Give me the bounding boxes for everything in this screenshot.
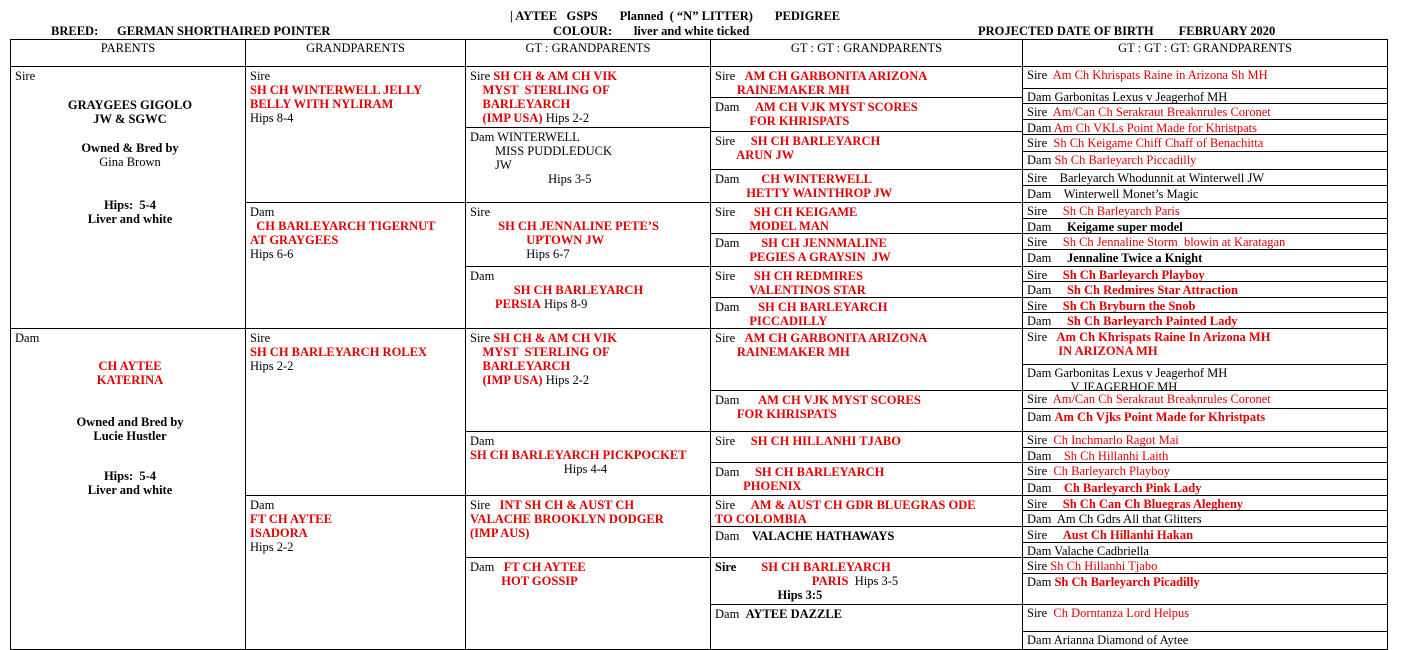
gtgtgt-name: Sh Ch Barleyarch Picadilly [1054,575,1200,589]
grandparent-ds-label: Sire [250,331,271,345]
gtgt-label: Sire [715,434,751,448]
gtgtgt-name: Winterwell Monet’s Magic [1063,187,1199,201]
gt-label: Dam [470,269,495,283]
gtgtgt-label: Dam [1027,90,1055,104]
gtgtgt-label: Dam [1027,283,1067,297]
gtgtgt-label: Dam [1027,633,1054,647]
gtgtgt-label: Dam [1027,251,1067,265]
gtgt-label: Sire [715,560,762,574]
gt-label: Sire [470,331,494,345]
gt-name-line: (IMP USA) [470,111,543,125]
gtgtgt-label: Sire [1027,559,1051,573]
col-header-parents: PARENTS [11,40,246,67]
gtgt-name-line: VALENTINOS STAR [715,283,866,297]
gtgtgt-label: Dam [1027,512,1057,526]
gtgt-name-line: RAINEMAKER MH [715,345,850,359]
gtgtgt-name: Sh Ch Redmires Star Attraction [1066,283,1239,297]
gtgt-label: Dam [715,393,759,407]
gtgtgt-label: Dam [1027,121,1054,135]
gtgtgt-name: Sh Ch Barleyarch Painted Lady [1066,314,1238,328]
gtgtgt-cell [1023,170,1388,186]
gt-grandparent-cell [466,128,711,203]
gtgtgt-label: Sire [1027,433,1054,447]
grandparent-dd-label: Dam [250,498,275,512]
gt-name-line: VALACHE BROOKLYN DODGER [470,512,664,526]
gt-hips: Hips 2-2 [542,111,590,125]
gtgtgt-cell [1023,365,1388,391]
gtgt-label: Sire [715,69,745,83]
gtgt-name-line: FOR KHRISPATS [715,407,837,421]
gtgt-cell [711,391,1023,432]
gtgt-name-line: ARUN JW [715,148,795,162]
gtgtgt-name: Sh Ch Bryburn the Snob [1062,299,1196,313]
grandparent-dd-hips: Hips 2-2 [250,540,294,554]
gtgt-label: Dam [715,172,759,186]
grandparent-ds-hips: Hips 2-2 [250,359,294,373]
gt-grandparent-cell [466,267,711,329]
grandparent-dd-name: FT CH AYTEE [250,512,332,526]
gtgtgt-name-line: V JEAGERHOF MH [1027,380,1178,391]
gtgt-hips: Hips 3-5 [848,574,899,588]
gtgtgt-cell [1023,89,1388,104]
gtgt-label: Sire [715,269,754,283]
gtgtgt-name: Am Ch Gdrs All that Glitters [1056,512,1202,526]
gt-name-line: HOT GOSSIP [470,574,578,588]
gtgtgt-cell [1023,543,1388,558]
gtgtgt-cell [1023,67,1388,89]
grandparent-sd-label: Dam [250,205,275,219]
gt-grandparent-cell [466,67,711,128]
parent-dam-cell [11,329,246,650]
gtgt-name: SH CH JENNMALINE [758,236,887,250]
gtgtgt-label: Sire [1027,171,1060,185]
gtgt-name: SH CH REDMIRES [753,269,863,283]
grandparent-ss-label: Sire [250,69,271,83]
gtgtgt-cell [1023,282,1388,298]
gtgtgt-label: Sire [1027,330,1057,344]
gtgtgt-name: Sh Ch Hillanhi Laith [1063,449,1169,463]
grandparent-sd-name: CH BARLEYARCH TIGERNUT [250,219,436,233]
gtgt-label: Dam [715,529,752,543]
pedigree-title: | AYTEE GSPS Planned ( “N” LITTER) PEDIGREE [510,9,841,23]
gtgt-label: Dam [715,465,755,479]
gtgtgt-cell [1023,298,1388,313]
gtgtgt-cell [1023,496,1388,511]
gtgtgt-label: Sire [1027,299,1063,313]
gtgtgt-cell [1023,409,1388,432]
gtgt-label: Dam [715,236,759,250]
gtgtgt-label: Dam [1027,220,1067,234]
gtgtgt-name: Am/Can Ch Serakraut Breaknrules Coronet [1052,392,1271,406]
gtgtgt-cell [1023,463,1388,480]
gtgtgt-name: Ch Barleyarch Playboy [1053,464,1171,478]
gt-name: INT SH CH & AUST CH [499,498,635,512]
gtgtgt-cell [1023,186,1388,203]
gtgt-name: AM & AUST CH GDR BLUEGRAS ODE [750,498,976,512]
gtgt-label: Dam [715,100,755,114]
gtgtgt-label: Dam [1027,187,1064,201]
gtgtgt-label: Sire [1027,464,1054,478]
col-header-grandparents: GRANDPARENTS [246,40,466,67]
parent-dam-label: Dam [15,331,40,345]
gt-name-line: BARLEYARCH [470,97,571,111]
gtgt-name-line: TO COLOMBIA [715,512,807,526]
gtgtgt-name: Valache Cadbriella [1054,544,1149,558]
dob-line: PROJECTED DATE OF BIRTH FEBRUARY 2020 [978,24,1276,38]
gtgt-name-line: FOR KHRISPATS [715,114,850,128]
gt-name: FT CH AYTEE [503,560,586,574]
gtgtgt-cell [1023,632,1388,650]
gt-name-line: PERSIA [470,297,541,311]
gtgt-name: VALACHE HATHAWAYS [751,529,895,543]
gtgtgt-name: Sh Ch Keigame Chiff Chaff of Benachitta [1053,136,1264,150]
gtgt-name: SH CH BARLEYARCH [758,300,888,314]
parent-sire-hips: Hips: 5-4 [103,198,157,212]
gtgt-name: CH WINTERWELL [758,172,873,186]
parent-dam-hips: Hips: 5-4 [103,469,157,483]
gt-label: Sire [470,498,500,512]
gtgtgt-cell [1023,391,1388,409]
gtgt-hips: Hips 3:5 [715,588,823,602]
gtgtgt-label: Sire [1027,268,1063,282]
gtgtgt-name: Arianna Diamond of Aytee [1053,633,1189,647]
gtgtgt-name: Am Ch Khrispats Raine in Arizona Sh MH [1052,68,1268,82]
gtgtgt-label: Sire [1027,392,1053,406]
gtgtgt-cell [1023,267,1388,282]
gtgt-cell [711,132,1023,170]
gtgtgt-name: Sh Ch Barleyarch Piccadilly [1054,153,1197,167]
col-header-gtgt-grandparents: GT : GT : GRANDPARENTS [711,40,1023,67]
gtgt-label: Sire [715,498,751,512]
gtgt-cell [711,329,1023,391]
gtgt-name-line: HETTY WAINTHROP JW [715,186,893,200]
grandparent-ss-cell [246,67,466,203]
parent-sire-owned-label: Owned & Bred by [81,141,179,155]
gtgt-label: Dam [715,607,746,621]
grandparent-ss-hips: Hips 8-4 [250,111,294,125]
gt-name-line: MYST STERLING OF [470,345,610,359]
gt-hips: Hips 8-9 [540,297,588,311]
gtgt-name-line: PEGIES A GRAYSIN JW [715,250,891,264]
gt-label: Sire [470,69,494,83]
gt-grandparent-cell [466,203,711,267]
gtgt-name: SH CH BARLEYARCH [754,465,885,479]
grandparent-dd-name-2: ISADORA [250,526,308,540]
gt-grandparent-cell [466,329,711,432]
gtgtgt-label: Dam [1027,575,1055,589]
parent-sire-name: GRAYGEES GIGOLO [67,98,193,112]
gtgtgt-name: Barleyarch Whodunnit at Winterwell JW [1059,171,1265,185]
gt-hips: Hips 3-5 [470,172,592,186]
gt-hips: Hips 6-7 [470,247,570,261]
gtgt-cell [711,432,1023,463]
gtgt-cell [711,67,1023,98]
gt-name-line: MISS PUDDLEDUCK [470,144,613,158]
gtgtgt-name: Am Ch Vjks Point Made for Khristpats [1054,410,1266,424]
gtgtgt-cell [1023,605,1388,632]
gt-grandparent-cell [466,432,711,496]
gtgt-name-line: PICCADILLY [715,314,828,328]
gtgtgt-cell [1023,511,1388,527]
gt-name-line: JW [470,158,512,172]
parent-dam-name-2: KATERINA [96,373,164,387]
gtgtgt-label: Dam [1027,449,1064,463]
gtgtgt-cell [1023,329,1388,365]
gtgtgt-label: Dam [1027,366,1055,380]
gtgt-cell [711,527,1023,558]
gtgtgt-name: Sh Ch Barleyarch Paris [1062,204,1180,218]
gtgt-cell [711,267,1023,298]
parent-sire-cell [11,67,246,329]
gtgtgt-cell [1023,120,1388,135]
gtgt-cell [711,605,1023,650]
gtgt-label: Sire [715,134,751,148]
grandparent-sd-hips: Hips 6-6 [250,247,294,261]
gtgt-cell [711,558,1023,605]
grandparent-ds-cell [246,329,466,496]
grandparent-dd-cell [246,496,466,650]
gt-name: SH CH JENNALINE PETE’S [470,219,659,233]
gtgtgt-cell [1023,250,1388,267]
gtgtgt-name: Sh Ch Can Ch Bluegras Alegheny [1062,497,1244,511]
gtgtgt-name: Am/Can Ch Serakraut Breaknrules Coronet [1052,105,1271,119]
gtgt-name: AYTEE DAZZLE [745,607,843,621]
gtgtgt-cell [1023,203,1388,219]
col-header-gt-grandparents: GT : GRANDPARENTS [466,40,711,67]
gtgtgt-cell [1023,104,1388,120]
gt-label: Sire [470,205,491,219]
gtgtgt-name: Garbonitas Lexus v Jeagerhof MH [1054,366,1228,380]
pedigree-table [10,39,1388,650]
gtgtgt-name: Sh Ch Barleyarch Playboy [1062,268,1205,282]
gtgtgt-cell [1023,313,1388,329]
gtgt-label: Sire [715,331,745,345]
gtgtgt-name: Jennaline Twice a Knight [1066,251,1203,265]
gtgt-name: AM CH VJK MYST SCORES [754,100,918,114]
gt-grandparent-cell [466,496,711,558]
parent-dam-owned-label: Owned and Bred by [76,415,184,429]
gtgtgt-label: Dam [1027,544,1055,558]
gtgtgt-name: Ch Dorntanza Lord Helpus [1053,606,1190,620]
gtgtgt-label: Sire [1027,497,1063,511]
parent-sire-owner: Gina Brown [99,155,161,169]
gt-name: SH CH BARLEYARCH PICKPOCKET [470,448,687,462]
gtgt-cell [711,170,1023,203]
gtgt-name: AM CH GARBONITA ARIZONA [744,69,928,83]
gtgtgt-cell [1023,234,1388,250]
gtgt-cell [711,298,1023,329]
gtgtgt-name: Aust Ch Hillanhi Hakan [1062,528,1194,542]
gt-name: SH CH & AM CH VIK [493,69,618,83]
gtgtgt-cell [1023,152,1388,170]
gt-name: SH CH BARLEYARCH [470,283,644,297]
gtgt-name: SH CH KEIGAME [753,205,858,219]
gtgt-name: AM CH GARBONITA ARIZONA [744,331,928,345]
grandparent-ss-name-2: BELLY WITH NYLIRAM [250,97,394,111]
gtgtgt-name: Am Ch VKLs Point Made for Khristpats [1053,121,1257,135]
parent-dam-name: CH AYTEE [98,359,162,373]
gt-label: Dam [470,130,498,144]
gtgtgt-cell [1023,527,1388,543]
gtgt-cell [711,463,1023,496]
gtgtgt-name-line: IN ARIZONA MH [1027,344,1158,358]
gtgtgt-name: Ch Inchmarlo Ragot Mai [1053,433,1179,447]
gtgtgt-name: Keigame super model [1066,220,1183,234]
gt-hips: Hips 2-2 [542,373,590,387]
gt-name: WINTERWELL [497,130,580,144]
gtgtgt-cell [1023,135,1388,152]
gtgt-cell [711,98,1023,132]
gtgtgt-name: Garbonitas Lexus v Jeagerhof MH [1054,90,1228,104]
gtgtgt-label: Sire [1027,528,1063,542]
parent-sire-label: Sire [15,69,36,83]
gtgtgt-label: Dam [1027,153,1055,167]
gtgt-name: SH CH BARLEYARCH [750,134,881,148]
gtgt-name-line: PARIS [715,574,849,588]
gtgtgt-label: Dam [1027,481,1064,495]
gt-label: Dam [470,560,504,574]
gtgt-name-line: RAINEMAKER MH [715,83,850,97]
gtgt-name-line: MODEL MAN [715,219,829,233]
grandparent-ds-name: SH CH BARLEYARCH ROLEX [250,345,428,359]
gtgtgt-name: Ch Barleyarch Pink Lady [1063,481,1202,495]
gtgtgt-name: Sh Ch Hillanhi Tjabo [1050,559,1158,573]
gtgtgt-label: Sire [1027,105,1053,119]
parent-dam-colour: Liver and white [87,483,173,497]
grandparent-sd-cell [246,203,466,329]
gt-hips: Hips 4-4 [470,462,608,476]
gt-name: SH CH & AM CH VIK [493,331,618,345]
gtgtgt-label: Sire [1027,606,1054,620]
gt-name-line: MYST STERLING OF [470,83,610,97]
gtgt-label: Dam [715,300,759,314]
gtgtgt-cell [1023,219,1388,234]
gtgtgt-label: Sire [1027,68,1053,82]
gtgtgt-cell [1023,558,1388,574]
gtgt-name: SH CH BARLEYARCH [761,560,891,574]
gtgt-label: Sire [715,205,754,219]
gtgtgt-cell [1023,480,1388,496]
gt-label: Dam [470,434,495,448]
breed-line: BREED: GERMAN SHORTHAIRED POINTER [51,24,331,38]
grandparent-ss-name: SH CH WINTERWELL JELLY [250,83,423,97]
gtgt-name: SH CH HILLANHI TJABO [750,434,901,448]
gtgtgt-label: Dam [1027,410,1055,424]
gtgtgt-cell [1023,574,1388,605]
col-header-gtgtgt-grandparents: GT : GT : GT: GRANDPARENTS [1023,40,1388,67]
gtgt-name-line: PHOENIX [715,479,802,493]
parent-dam-owner: Lucie Hustler [93,429,167,443]
gtgtgt-label: Sire [1027,204,1063,218]
gtgt-cell [711,234,1023,267]
gt-name-line: (IMP AUS) [470,526,530,540]
gtgtgt-label: Sire [1027,235,1063,249]
parent-sire-title: JW & SGWC [93,112,167,126]
gtgtgt-name: Am Ch Khrispats Raine In Arizona MH [1056,330,1271,344]
gt-name-line: BARLEYARCH [470,359,571,373]
parent-sire-colour: Liver and white [87,212,173,226]
grandparent-sd-name-2: AT GRAYGEES [250,233,339,247]
gtgtgt-label: Dam [1027,314,1067,328]
gtgtgt-label: Sire [1027,136,1054,150]
colour-line: COLOUR: liver and white ticked [553,24,750,38]
gtgtgt-cell [1023,448,1388,463]
gt-grandparent-cell [466,558,711,650]
gt-name-line: UPTOWN JW [470,233,605,247]
gtgt-cell [711,496,1023,527]
gtgt-cell [711,203,1023,234]
gtgtgt-name: Sh Ch Jennaline Storm blowin at Karatagan [1062,235,1286,249]
gtgt-name: AM CH VJK MYST SCORES [758,393,921,407]
gt-name-line: (IMP USA) [470,373,543,387]
gtgtgt-cell [1023,432,1388,448]
